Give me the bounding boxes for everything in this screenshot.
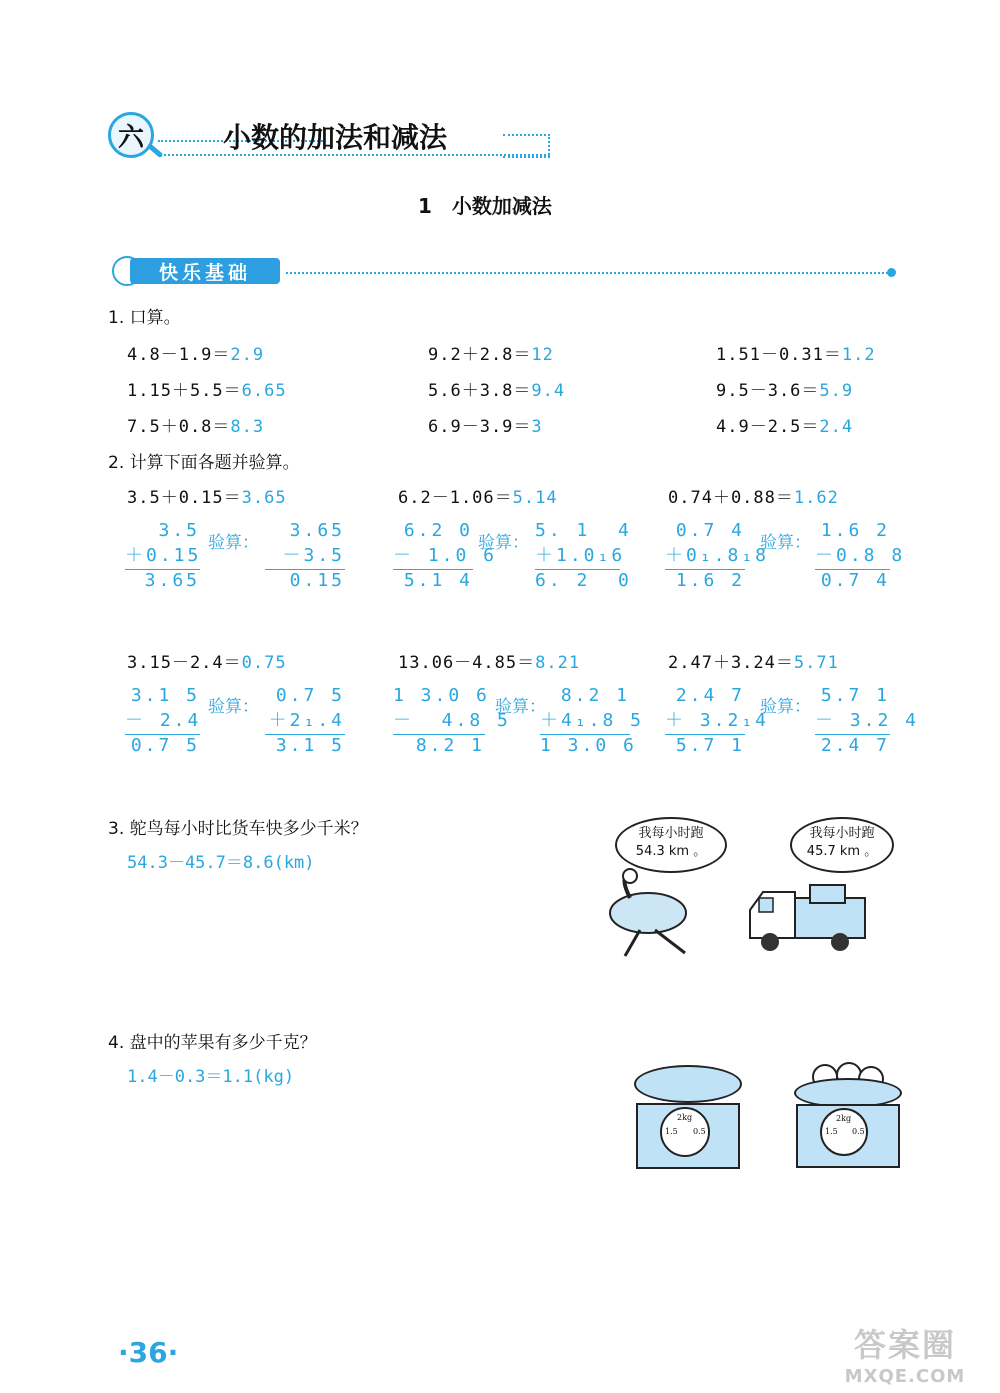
q1-item: 6.9－3.9＝3 (428, 417, 543, 437)
vertical-calc: 0.7 4 ＋0₁.8₁8 1.6 2 (665, 520, 770, 591)
q2-expr: 13.06－4.85＝8.21 (398, 653, 581, 673)
vertical-calc: 6.2 0 － 1.0 6 5.1 4 (393, 520, 498, 591)
q2-expr: 3.15－2.4＝0.75 (127, 653, 287, 673)
empty-scale (632, 1065, 742, 1170)
scale-plate (634, 1065, 742, 1103)
q1-item: 9.5－3.6＝5.9 (716, 381, 854, 401)
truck-speech-bubble: 我每小时跑 45.7 km 。 (790, 817, 894, 873)
check-label: 验算： (208, 533, 259, 553)
scale-dial: 2kg 1.5 0.5 (660, 1107, 710, 1157)
chapter-number-circle (108, 112, 154, 158)
chapter-title: 小数的加法和减法 (223, 121, 448, 154)
page-number: ·36· (118, 1336, 179, 1369)
check-label: 验算： (760, 697, 811, 717)
vertical-check: 0.7 5 ＋2₁.4 3.1 5 (265, 683, 345, 758)
vertical-check: 8.2 1 ＋4₁.8 5 1 3.0 6 (540, 685, 645, 756)
q2-expr: 0.74＋0.88＝1.62 (668, 488, 839, 508)
q2-expr: 6.2－1.06＝5.14 (398, 488, 558, 508)
q2-expr: 3.5＋0.15＝3.65 (127, 488, 287, 508)
q1-item: 1.51－0.31＝1.2 (716, 345, 876, 365)
vertical-check: 5.7 1 － 3.2 4 2.4 7 (815, 685, 920, 756)
vertical-check: 1.6 2 －0.8 8 0.7 4 (815, 520, 906, 591)
q1-item: 4.8－1.9＝2.9 (127, 345, 265, 365)
q4-title: 4. 盘中的苹果有多少千克？ (108, 1033, 317, 1053)
q1-item: 1.15＋5.5＝6.65 (127, 381, 287, 401)
q2-expr: 2.47＋3.24＝5.71 (668, 653, 839, 673)
q2-title: 2. 计算下面各题并验算。 (108, 453, 300, 473)
badge-end-dot (887, 268, 896, 277)
truck-illustration (745, 880, 870, 955)
scale-dial: 2kg 1.5 0.5 (820, 1108, 868, 1156)
check-label: 验算： (760, 533, 811, 553)
vertical-calc: 3.5 ＋0.15 3.65 (125, 520, 202, 591)
q3-title: 3. 鸵鸟每小时比货车快多少千米？ (108, 819, 368, 839)
vertical-calc: 1 3.0 6 － 4.8 5 8.2 1 (393, 685, 511, 756)
badge (108, 250, 898, 286)
ostrich-speech-bubble: 我每小时跑 54.3 km 。 (615, 817, 727, 873)
q3-answer: 54.3－45.7＝8.6(km) (127, 853, 315, 873)
q1-title: 1. 口算。 (108, 308, 181, 328)
badge-label: 快乐基础 (158, 261, 251, 284)
q4-answer: 1.4－0.3＝1.1(kg) (127, 1067, 295, 1087)
ostrich-illustration (600, 868, 710, 963)
header-dotted-underline (164, 154, 550, 156)
check-label: 验算： (478, 533, 529, 553)
q1-item: 9.2＋2.8＝12 (428, 345, 554, 365)
q1-item: 4.9－2.5＝2.4 (716, 417, 854, 437)
chapter-number: 六 (117, 122, 144, 153)
vertical-check: 3.65 －3.5 0.15 (265, 518, 345, 593)
vertical-calc: 3.1 5 － 2.4 0.7 5 (125, 685, 202, 756)
vertical-calc: 2.4 7 ＋ 3.2₁4 5.7 1 (665, 685, 770, 756)
watermark: 答案圈 MXQE.COM (844, 1326, 966, 1387)
badge-box (130, 258, 280, 284)
q1-item: 5.6＋3.8＝9.4 (428, 381, 566, 401)
chapter-header (108, 110, 558, 160)
check-label: 验算： (495, 697, 546, 717)
check-label: 验算： (208, 697, 259, 717)
section-title: 1 小数加减法 (418, 194, 552, 218)
q1-item: 7.5＋0.8＝8.3 (127, 417, 265, 437)
vertical-check: 5. 1 4 ＋1.0₁6 6. 2 0 (535, 520, 632, 591)
apple-scale (792, 1060, 902, 1170)
magnifier-handle (146, 143, 163, 158)
badge-dotted-line (286, 272, 888, 274)
